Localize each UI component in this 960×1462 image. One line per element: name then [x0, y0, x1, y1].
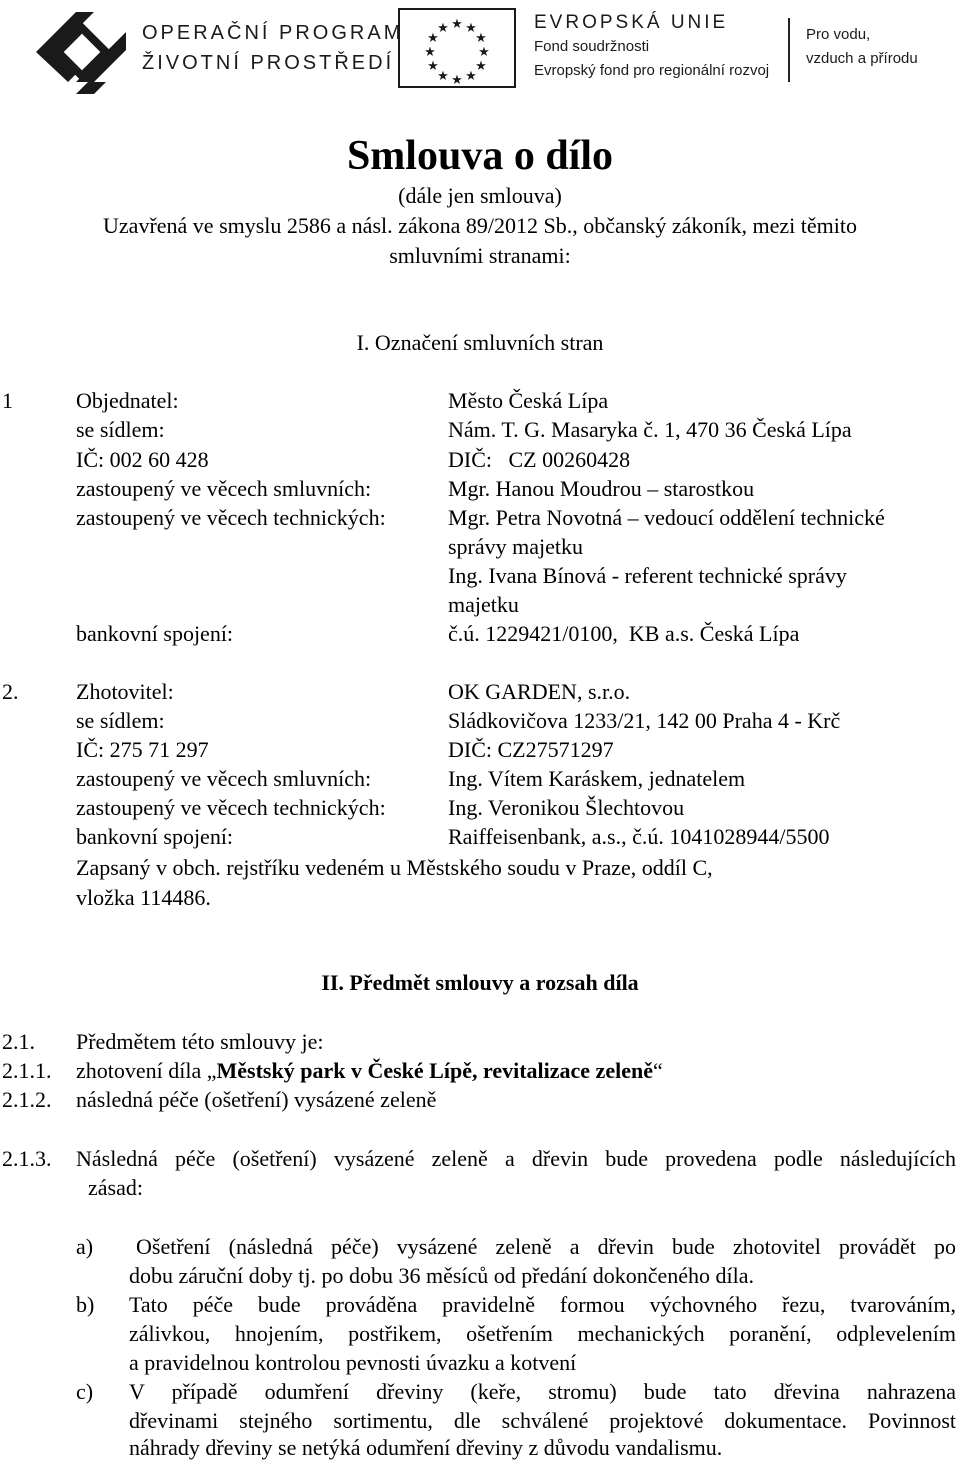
- party1-rep-tech-label: zastoupený ve věcech technických:: [76, 505, 386, 530]
- party2-seat-label: se sídlem:: [76, 708, 165, 733]
- header-divider: [788, 18, 790, 82]
- party1-seat: Nám. T. G. Masaryka č. 1, 470 36 Česká Lípa: [448, 417, 852, 442]
- party1-name: Město Česká Lípa: [448, 388, 609, 413]
- item-c-line-2: dřevinami stejného sortimentu, dle schválené projektové dokumentace. Povinnost: [129, 1408, 956, 1433]
- section1-heading: I. Označení smluvních stran: [356, 330, 604, 355]
- party2-rep-tech-label: zastoupený ve věcech technických:: [76, 795, 386, 820]
- party2-dic: DIČ: CZ27571297: [448, 737, 614, 762]
- svg-text:★: ★: [424, 45, 436, 60]
- section2-heading: [0, 968, 960, 997]
- item-b-label: b): [76, 1292, 95, 1317]
- party2-bank-label: bankovní spojení:: [76, 824, 234, 849]
- party1-rep-tech-1a: Mgr. Petra Novotná – vedoucí oddělení technické: [448, 505, 885, 530]
- eu-line3: Evropský fond pro regionální rozvoj: [534, 62, 770, 79]
- party1-rep-tech-2a: Ing. Ivana Bínová - referent technické správy: [448, 563, 847, 588]
- party1-seat-label: se sídlem:: [76, 417, 165, 442]
- svg-text:★: ★: [437, 69, 449, 84]
- party2-number: 2.: [2, 679, 19, 704]
- svg-text:★: ★: [451, 17, 463, 32]
- party2-rep-tech: Ing. Veronikou Šlechtovou: [448, 795, 685, 820]
- document-title: Smlouva o dílo: [346, 133, 614, 179]
- p211-post: “: [652, 1058, 663, 1083]
- p211-work-name: Městský park v České Lípě, revitalizace zeleně: [216, 1058, 653, 1083]
- p213-line-1: Následná péče (ošetření) vysázené zeleně a dřevin bude provedena podle následujících: [76, 1146, 956, 1171]
- party2-rep-contract: Ing. Vítem Karáskem, jednatelem: [448, 766, 746, 791]
- party1-ic: IČ: 002 60 428: [76, 447, 209, 472]
- item-a-line-1: Ošetření (následná péče) vysázené zeleně a dřevin bude zhotovitel provádět po: [136, 1234, 956, 1259]
- party2-role-label: Zhotovitel:: [76, 679, 174, 704]
- party2-rep-contract-label: zastoupený ve věcech smluvních:: [76, 766, 372, 791]
- intro-line-2: smluvními stranami:: [389, 243, 571, 268]
- p211-pre: zhotovení díla „: [76, 1058, 217, 1083]
- item-b-line-2: zálivkou, hnojením, postřikem, ošetřením mechanických poranění, odplevelením: [129, 1321, 956, 1346]
- eu-line2: Fond soudržnosti: [534, 38, 650, 55]
- item-b-line-3: a pravidelnou kontrolou pevnosti úvazku a kotvení: [129, 1350, 577, 1375]
- intro-line-1: Uzavřená ve smyslu 2586 a násl. zákona 89/2012 Sb., občanský zákoník, mezi těmito: [103, 213, 857, 238]
- party1-rep-tech-1b: správy majetku: [448, 534, 584, 559]
- item-c-line-3: náhrady dřeviny se netýká odumření dřeviny z důvodu vandalismu.: [129, 1435, 723, 1460]
- item-a-label: a): [76, 1234, 94, 1259]
- party2-bank: Raiffeisenbank, a.s., č.ú. 1041028944/5500: [448, 824, 830, 849]
- p212-number: 2.1.2.: [2, 1087, 52, 1112]
- p212-text: následná péče (ošetření) vysázené zeleně: [76, 1087, 437, 1112]
- item-a-line-2: dobu záruční doby tj. po dobu 36 měsíců od předání dokončeného díla.: [129, 1263, 755, 1288]
- svg-text:★: ★: [475, 59, 487, 74]
- document-subtitle: (dále jen smlouva): [398, 183, 562, 208]
- svg-text:★: ★: [475, 31, 487, 46]
- svg-text:★: ★: [478, 45, 490, 60]
- svg-text:★: ★: [427, 31, 439, 46]
- eu-stars-icon: [400, 10, 514, 86]
- p21-number: 2.1.: [2, 1029, 35, 1054]
- p213-line-2: zásad:: [88, 1175, 143, 1200]
- opzp-line1: OPERAČNÍ PROGRAM: [142, 22, 404, 44]
- eu-flag: [398, 8, 516, 88]
- party1-number: 1: [2, 388, 13, 413]
- party1-dic: DIČ: CZ 00260428: [448, 447, 631, 472]
- p211-text: [76, 1056, 663, 1085]
- party1-rep-contract-label: zastoupený ve věcech smluvních:: [76, 476, 372, 501]
- opzp-logo-icon: [36, 12, 126, 94]
- party1-bank-label: bankovní spojení:: [76, 621, 234, 646]
- p213-number: 2.1.3.: [2, 1146, 52, 1171]
- party1-rep-contract: Mgr. Hanou Moudrou – starostkou: [448, 476, 755, 501]
- item-b-line-1: Tato péče bude prováděna pravidelně formou výchovného řezu, tvarováním,: [129, 1292, 956, 1317]
- party2-name: OK GARDEN, s.r.o.: [448, 679, 631, 704]
- p211-number: 2.1.1.: [2, 1058, 52, 1083]
- eu-line1: EVROPSKÁ UNIE: [534, 12, 729, 33]
- p21-text: Předmětem této smlouvy je:: [76, 1029, 324, 1054]
- party1-bank: č.ú. 1229421/0100, KB a.s. Česká Lípa: [448, 621, 800, 646]
- svg-text:★: ★: [465, 21, 477, 36]
- party2-register-2: vložka 114486.: [76, 885, 211, 910]
- section2-heading-text: II. Předmět smlouvy a rozsah díla: [321, 970, 639, 995]
- motto-line1: Pro vodu,: [806, 26, 871, 43]
- opzp-line2: ŽIVOTNÍ PROSTŘEDÍ: [142, 52, 395, 74]
- svg-text:★: ★: [465, 69, 477, 84]
- svg-text:★: ★: [451, 73, 463, 86]
- item-c-label: c): [76, 1379, 94, 1404]
- party2-ic: IČ: 275 71 297: [76, 737, 209, 762]
- party1-rep-tech-2b: majetku: [448, 592, 519, 617]
- motto-line2: vzduch a přírodu: [806, 50, 918, 67]
- party2-seat: Sládkovičova 1233/21, 142 00 Praha 4 - Krč: [448, 708, 841, 733]
- party1-role-label: Objednatel:: [76, 388, 179, 413]
- party2-register-1: Zapsaný v obch. rejstříku vedeném u Městského soudu v Praze, oddíl C,: [76, 855, 713, 880]
- svg-text:★: ★: [427, 59, 439, 74]
- item-c-line-1: V případě odumření dřeviny (keře, stromu) bude tato dřevina nahrazena: [129, 1379, 956, 1404]
- svg-text:★: ★: [437, 21, 449, 36]
